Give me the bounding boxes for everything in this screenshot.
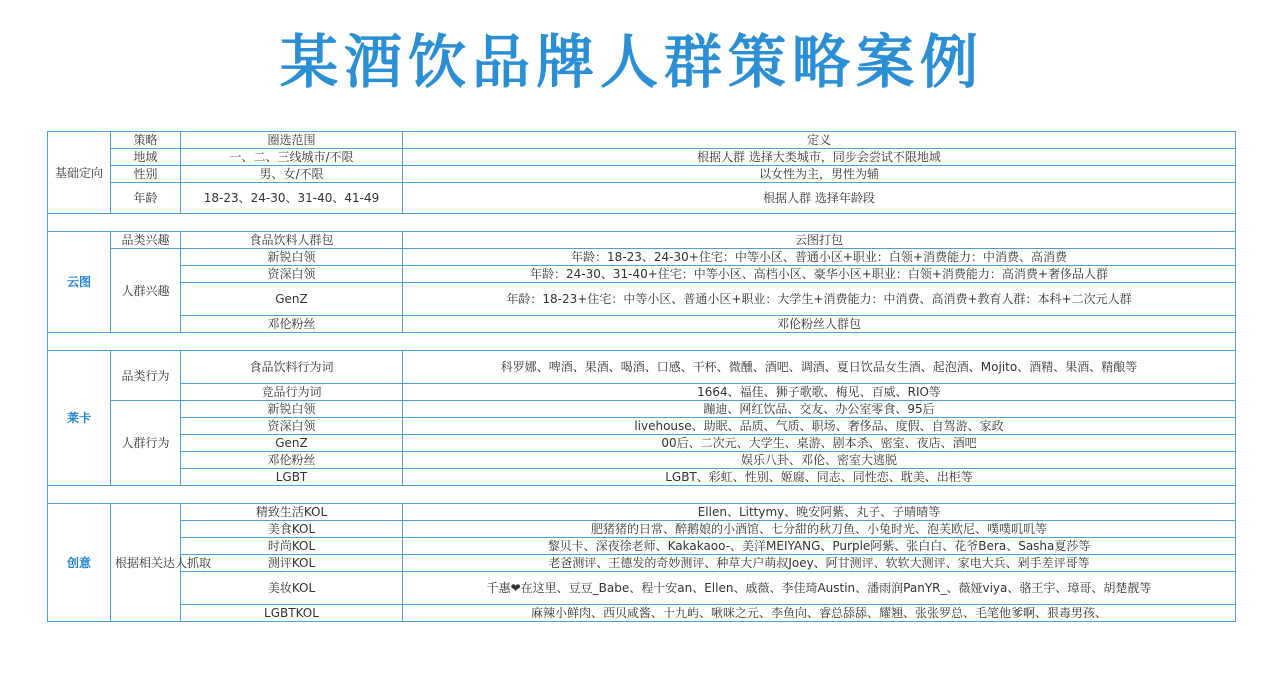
cell-definition: 根据人群 选择大类城市，同步会尝试不限地域 bbox=[403, 149, 1236, 166]
cell-scope: 一、二、三线城市/不限 bbox=[181, 149, 403, 166]
table-row bbox=[48, 469, 1236, 486]
cell-scope: 邓伦粉丝 bbox=[181, 316, 403, 333]
table-row bbox=[48, 572, 1236, 605]
cell-strategy: 性别 bbox=[111, 166, 181, 183]
cell-scope: 美食KOL bbox=[181, 521, 403, 538]
cell-scope: GenZ bbox=[181, 283, 403, 316]
table-row bbox=[48, 401, 1236, 418]
table-row bbox=[48, 504, 1236, 521]
cell-definition: Ellen、Littymy、晚安阿紫、丸子、子晴晴等 bbox=[403, 504, 1236, 521]
cell-definition: 蹦迪、网红饮品、交友、办公室零食、95后 bbox=[403, 401, 1236, 418]
spacer-row bbox=[48, 333, 1236, 351]
table-row bbox=[48, 149, 1236, 166]
table-row bbox=[48, 166, 1236, 183]
table-row bbox=[48, 316, 1236, 333]
cell-scope: 男、女/不限 bbox=[181, 166, 403, 183]
cell-scope: LGBTKOL bbox=[181, 605, 403, 622]
header-scope: 圈选范围 bbox=[181, 132, 403, 149]
table-row bbox=[48, 384, 1236, 401]
table-row bbox=[48, 452, 1236, 469]
header-strategy: 策略 bbox=[111, 132, 181, 149]
cell-scope: 食品饮料行为词 bbox=[181, 351, 403, 384]
cell-scope: 资深白领 bbox=[181, 266, 403, 283]
cell-definition: LGBT、彩虹、性别、姬腐、同志、同性恋、耽美、出柜等 bbox=[403, 469, 1236, 486]
section-label-laika: 莱卡 bbox=[48, 351, 111, 486]
cell-definition: 1664、福佳、狮子歌歌、梅见、百威、RIO等 bbox=[403, 384, 1236, 401]
cell-strategy: 地域 bbox=[111, 149, 181, 166]
cell-scope: 竞品行为词 bbox=[181, 384, 403, 401]
cell-definition: 云图打包 bbox=[403, 232, 1236, 249]
cell-scope: 新锐白领 bbox=[181, 401, 403, 418]
cell-scope: LGBT bbox=[181, 469, 403, 486]
section-label-yuntu: 云图 bbox=[48, 232, 111, 333]
table-row bbox=[48, 183, 1236, 214]
cell-definition: 年龄：18-23+住宅：中等小区、普通小区+职业：大学生+消费能力：中消费、高消费+教育人群：本科+二次元人群 bbox=[403, 283, 1236, 316]
cell-scope: GenZ bbox=[181, 435, 403, 452]
cell-definition: 娱乐八卦、邓伦、密室大逃脱 bbox=[403, 452, 1236, 469]
table-row bbox=[48, 605, 1236, 622]
table-row bbox=[48, 418, 1236, 435]
spacer-cell bbox=[48, 333, 1236, 351]
cell-definition: 麻辣小鲜肉、西贝咸酱、十九屿、啾咪之元、李鱼向、睿总舔舔、耀翘、张张罗总、毛笔他爹啊、狠毒男孩、 bbox=[403, 605, 1236, 622]
table-row bbox=[48, 435, 1236, 452]
cell-scope: 时尚KOL bbox=[181, 538, 403, 555]
cell-definition: 肥猪猪的日常、醉鹅娘的小酒馆、七分甜的秋刀鱼、小兔时光、泡芙欧尼、噗噗叽叽等 bbox=[403, 521, 1236, 538]
table-row bbox=[48, 351, 1236, 384]
cell-definition: 根据人群 选择年龄段 bbox=[403, 183, 1236, 214]
cell-definition: 邓伦粉丝人群包 bbox=[403, 316, 1236, 333]
table-row bbox=[48, 249, 1236, 266]
section-label-basic: 基础定向 bbox=[48, 132, 111, 214]
cell-definition: 老爸测评、王德发的奇妙测评、种草大户萌叔Joey、阿甘测评、软软大测评、家电大兵、剁手差评哥等 bbox=[403, 555, 1236, 572]
cell-scope: 邓伦粉丝 bbox=[181, 452, 403, 469]
group-label-kol: 根据相关达人抓取 bbox=[111, 504, 181, 622]
cell-definition: 黎贝卡、深夜徐老师、Kakakaoo-、美洋MEIYANG、Purple阿紫、张白白、花爷Bera、Sasha夏莎等 bbox=[403, 538, 1236, 555]
page-title: 某酒饮品牌人群策略案例 bbox=[279, 28, 984, 96]
table-row bbox=[48, 266, 1236, 283]
cell-definition: 年龄：18-23、24-30+住宅：中等小区、普通小区+职业：白领+消费能力：中消费、高消费 bbox=[403, 249, 1236, 266]
cell-scope: 美妆KOL bbox=[181, 572, 403, 605]
cell-definition: 00后、二次元、大学生、桌游、剧本杀、密室、夜店、酒吧 bbox=[403, 435, 1236, 452]
table-row bbox=[48, 283, 1236, 316]
table-row bbox=[48, 132, 1236, 149]
table-row bbox=[48, 538, 1236, 555]
cell-strategy: 年龄 bbox=[111, 183, 181, 214]
spacer-cell bbox=[48, 214, 1236, 232]
cell-scope: 18-23、24-30、31-40、41-49 bbox=[181, 183, 403, 214]
group-label-interest: 人群兴趣 bbox=[111, 249, 181, 333]
cell-definition: 千惠❤在这里、豆豆_Babe、程十安an、Ellen、戚薇、李佳琦Austin、潘雨润PanYR_、薇娅viya、骆王宇、璋哥、胡楚靓等 bbox=[403, 572, 1236, 605]
cell-scope: 测评KOL bbox=[181, 555, 403, 572]
spacer-row bbox=[48, 486, 1236, 504]
cell-scope: 资深白领 bbox=[181, 418, 403, 435]
group-label-behavior: 人群行为 bbox=[111, 401, 181, 486]
cell-strategy: 品类兴趣 bbox=[111, 232, 181, 249]
cell-scope: 新锐白领 bbox=[181, 249, 403, 266]
cell-definition: livehouse、助眠、品质、气质、职场、奢侈品、度假、自驾游、家政 bbox=[403, 418, 1236, 435]
table-row bbox=[48, 232, 1236, 249]
header-definition: 定义 bbox=[403, 132, 1236, 149]
cell-definition: 以女性为主，男性为辅 bbox=[403, 166, 1236, 183]
section-label-creative: 创意 bbox=[48, 504, 111, 622]
spacer-row bbox=[48, 214, 1236, 232]
strategy-table bbox=[47, 131, 1236, 622]
cell-definition: 科罗娜、啤酒、果酒、喝酒、口感、干杯、微醺、酒吧、调酒、夏日饮品女生酒、起泡酒、Mojito、酒精、果酒、精酿等 bbox=[403, 351, 1236, 384]
table-row bbox=[48, 521, 1236, 538]
cell-definition: 年龄：24-30、31-40+住宅：中等小区、高档小区、豪华小区+职业：白领+消费能力：高消费+奢侈品人群 bbox=[403, 266, 1236, 283]
cell-scope: 精致生活KOL bbox=[181, 504, 403, 521]
spacer-cell bbox=[48, 486, 1236, 504]
group-label-category: 品类行为 bbox=[111, 351, 181, 401]
table-row bbox=[48, 555, 1236, 572]
cell-scope: 食品饮料人群包 bbox=[181, 232, 403, 249]
